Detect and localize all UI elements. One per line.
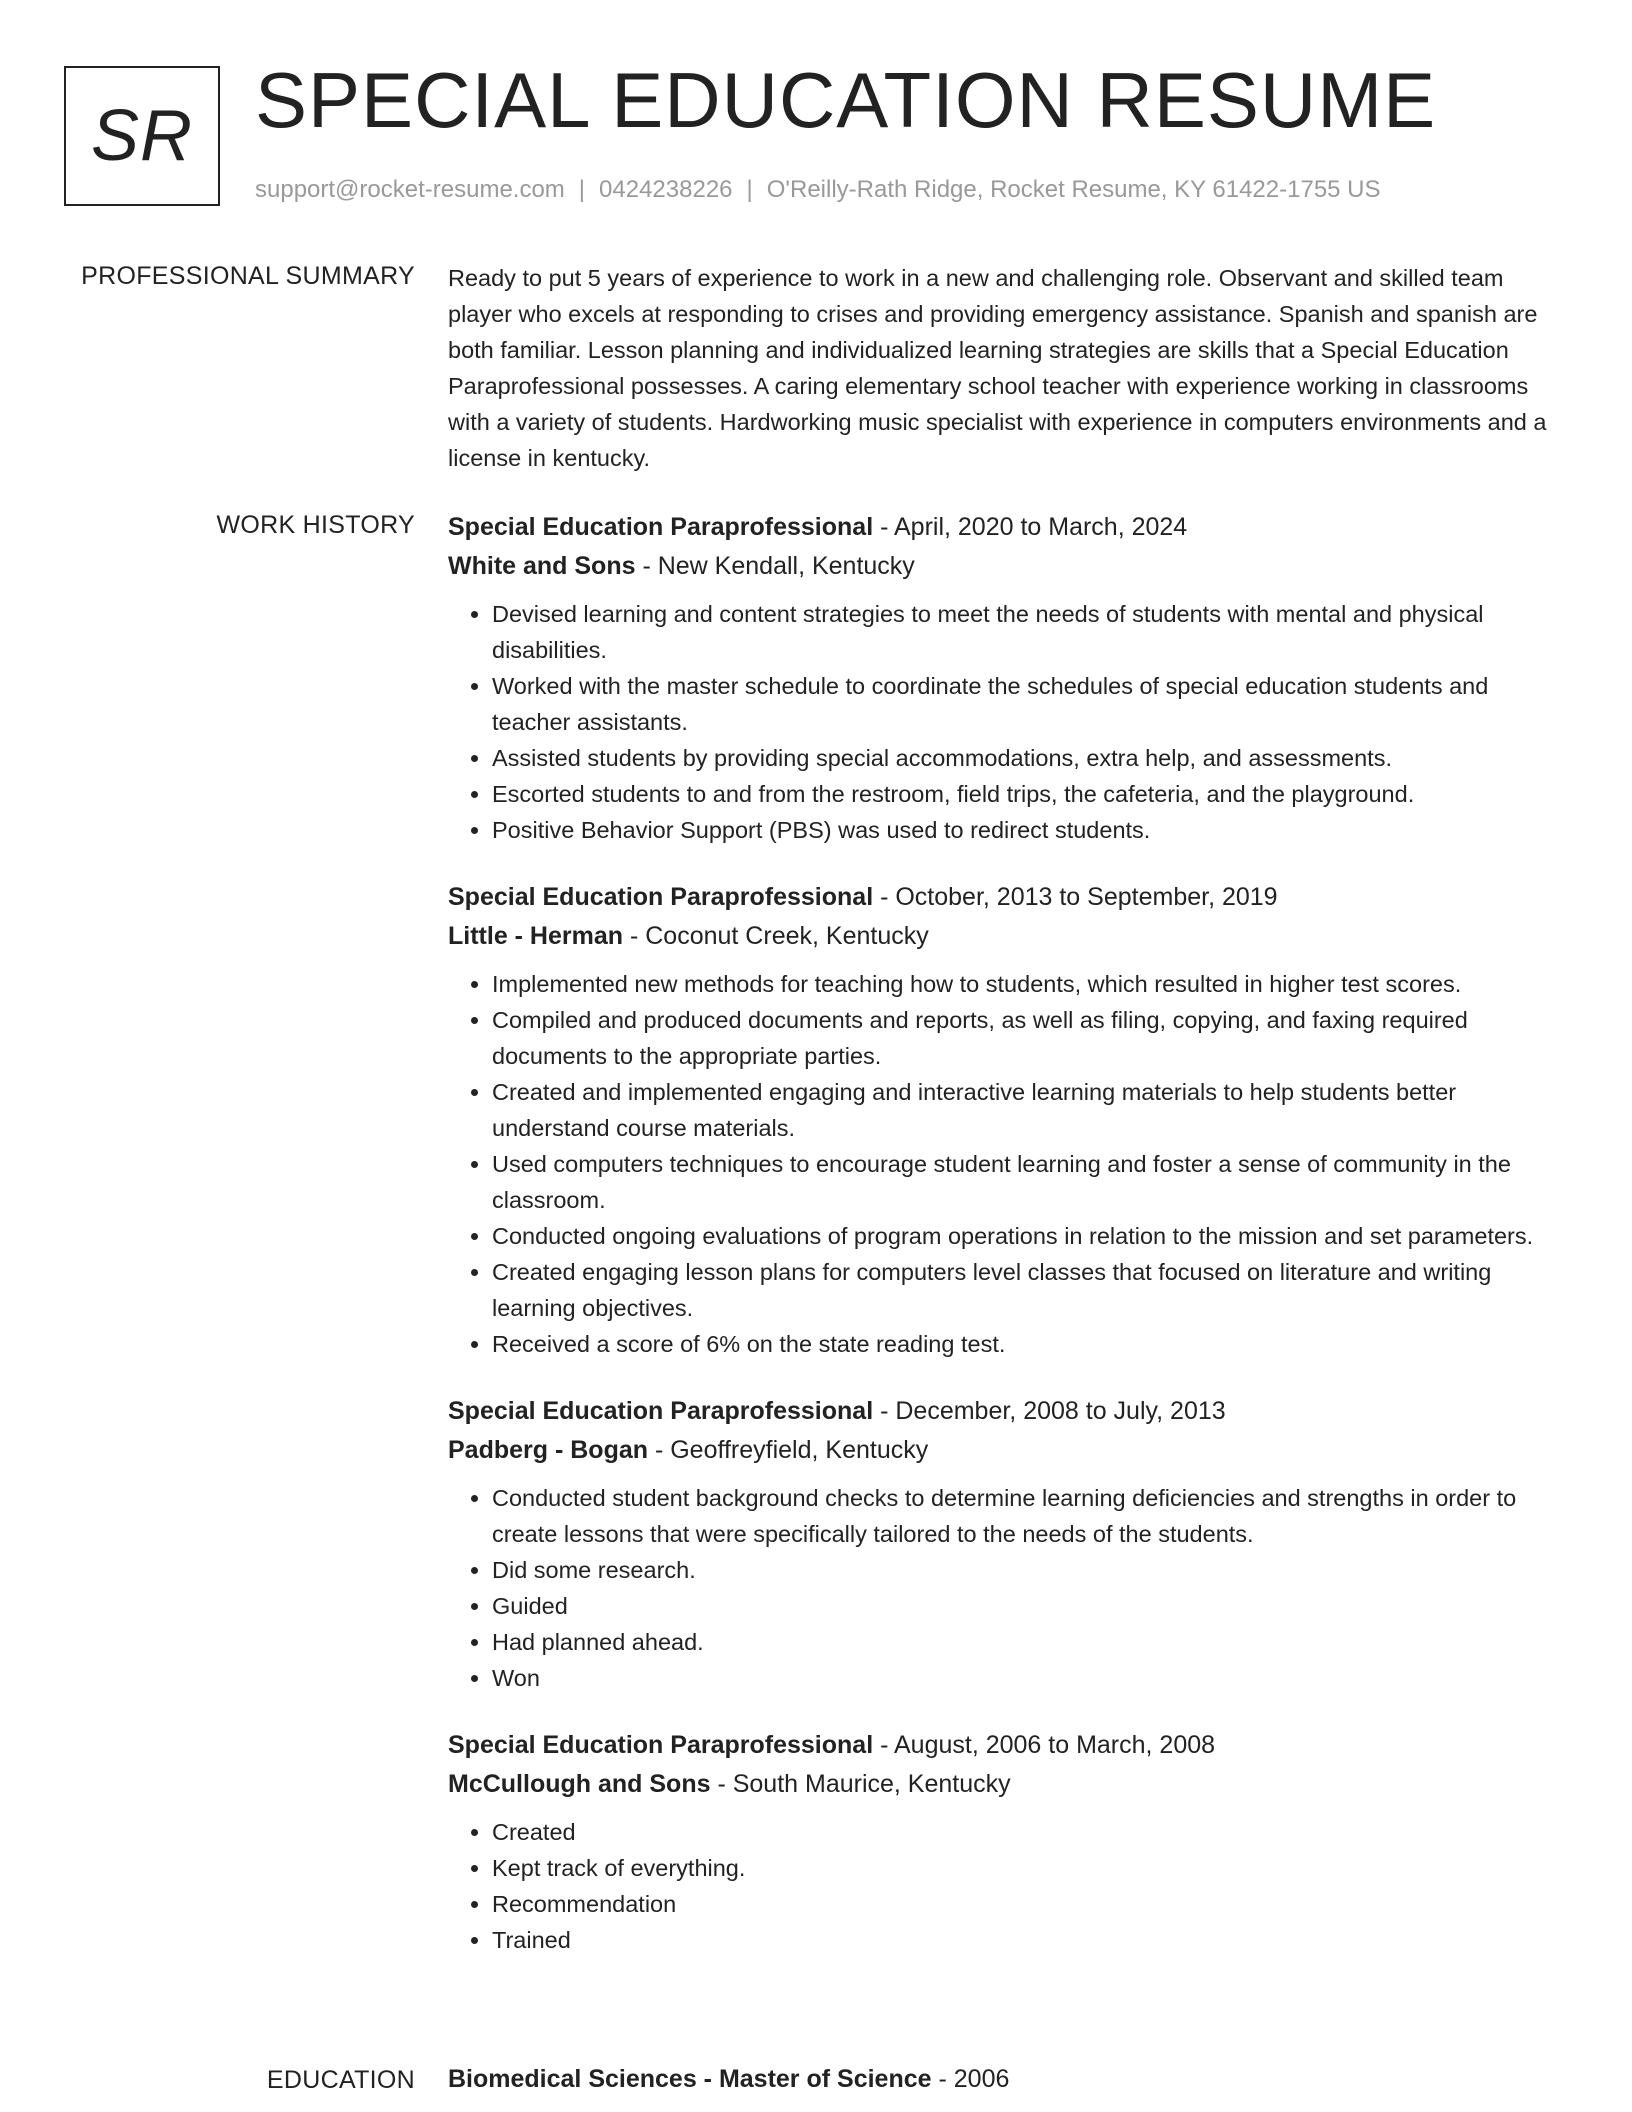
job-bullet: • Created [492, 1814, 1560, 1850]
job-bullet: • Kept track of everything. [492, 1850, 1560, 1886]
resume-title: SPECIAL EDUCATION RESUME [255, 56, 1437, 144]
job-entry [448, 1392, 1560, 1696]
contact-email: support@rocket-resume.com [255, 176, 565, 203]
job-dash: - [710, 1770, 733, 1798]
job-bullet: • Escorted students to and from the restroom, field trips, the cafeteria, and the playground. [492, 776, 1560, 812]
job-bullet: • Worked with the master schedule to coordinate the schedules of special education students and teacher assistants. [492, 668, 1560, 740]
job-bullet: • Implemented new methods for teaching how to students, which resulted in higher test scores. [492, 966, 1560, 1002]
education-year: 2006 [953, 2065, 1010, 2093]
contact-separator: | [578, 176, 586, 203]
job-bullet: • Created and implemented engaging and interactive learning materials to help students better understand course materials. [492, 1074, 1560, 1146]
job-title: Special Education Paraprofessional [448, 1731, 874, 1759]
job-title-line [448, 1726, 1560, 1765]
education-heading: EDUCATION [266, 2066, 415, 2094]
job-company-line [448, 1765, 1560, 1804]
job-company: Little - Herman [448, 922, 624, 950]
job-title-line [448, 508, 1560, 547]
job-company-line [448, 1431, 1560, 1470]
job-entry [448, 878, 1560, 1362]
job-dash: - [873, 883, 896, 911]
education-entry [448, 2060, 1560, 2099]
work-history-list [448, 508, 1560, 1988]
job-title: Special Education Paraprofessional [448, 513, 874, 541]
contact-separator: | [746, 176, 753, 203]
job-dash: - [873, 513, 894, 541]
job-title-line [448, 878, 1560, 917]
job-dash: - [648, 1436, 671, 1464]
job-dates: December, 2008 to July, 2013 [895, 1397, 1226, 1425]
job-bullet: • Compiled and produced documents and reports, as well as filing, copying, and faxing required documents to the appropriate parties. [492, 1002, 1560, 1074]
job-location: Coconut Creek, Kentucky [645, 922, 929, 950]
job-company-line [448, 547, 1560, 586]
job-title: Special Education Paraprofessional [448, 883, 874, 911]
contact-phone: 0424238226 [599, 176, 733, 203]
job-bullet: • Had planned ahead. [492, 1624, 1560, 1660]
job-bullet-list [448, 1480, 1560, 1696]
job-bullet: • Conducted student background checks to determine learning deficiencies and strengths in order to create lessons that were specifically tailored to the needs of the students. [492, 1480, 1560, 1552]
job-bullet: • Assisted students by providing special accommodations, extra help, and assessments. [492, 740, 1560, 776]
job-dates: August, 2006 to March, 2008 [893, 1731, 1216, 1759]
job-location: New Kendall, Kentucky [657, 552, 915, 580]
job-dash: - [873, 1731, 894, 1759]
job-dash: - [623, 922, 646, 950]
work-history-heading: WORK HISTORY [216, 511, 415, 539]
education-degree: Biomedical Sciences - Master of Science [448, 2065, 932, 2093]
job-bullet: • Conducted ongoing evaluations of program operations in relation to the mission and set parameters. [492, 1218, 1560, 1254]
contact-address: O'Reilly-Rath Ridge, Rocket Resume, KY 61422-1755 US [766, 176, 1381, 203]
contact-line [255, 176, 1381, 204]
job-bullet: • Won [492, 1660, 1560, 1696]
job-bullet: • Created engaging lesson plans for computers level classes that focused on literature and writing learning objectives. [492, 1254, 1560, 1326]
job-bullet: • Used computers techniques to encourage student learning and foster a sense of community in the classroom. [492, 1146, 1560, 1218]
job-entry [448, 1726, 1560, 1958]
job-bullet-list [448, 1814, 1560, 1958]
job-bullet: • Received a score of 6% on the state reading test. [492, 1326, 1560, 1362]
job-bullet: • Recommendation [492, 1886, 1560, 1922]
job-title: Special Education Paraprofessional [448, 1397, 874, 1425]
job-bullet-list [448, 966, 1560, 1362]
job-company: White and Sons [448, 552, 636, 580]
job-bullet-list [448, 596, 1560, 848]
education-dash: - [931, 2065, 954, 2093]
job-company: Padberg - Bogan [448, 1436, 649, 1464]
job-bullet: • Did some research. [492, 1552, 1560, 1588]
job-company: McCullough and Sons [448, 1770, 711, 1798]
job-bullet: • Devised learning and content strategies to meet the needs of students with mental and physical disabilities. [492, 596, 1560, 668]
job-company-line [448, 917, 1560, 956]
job-bullet: • Positive Behavior Support (PBS) was used to redirect students. [492, 812, 1560, 848]
job-location: South Maurice, Kentucky [732, 1770, 1011, 1798]
summary-text: Ready to put 5 years of experience to work in a new and challenging role. Observant and skilled team player who excels at responding to crises and providing emergency assistance. Spanish and spanish are both familiar. Lesson planning and individualized learning strategies are skills that a Special Education Paraprofessional possesses. A caring elementary school teacher with experience working in classrooms with a variety of students. Hardworking music specialist with experience in computers environments and a license in kentucky. [448, 265, 1547, 471]
job-bullet: • Trained [492, 1922, 1560, 1958]
job-entry [448, 508, 1560, 848]
job-dates: April, 2020 to March, 2024 [893, 513, 1188, 541]
job-location: Geoffreyfield, Kentucky [670, 1436, 929, 1464]
monogram-logo: SR [64, 66, 220, 206]
job-dash: - [873, 1397, 896, 1425]
job-dates: October, 2013 to September, 2019 [895, 883, 1278, 911]
job-dash: - [635, 552, 658, 580]
job-title-line [448, 1392, 1560, 1431]
job-bullet: • Guided [492, 1588, 1560, 1624]
summary-heading: PROFESSIONAL SUMMARY [81, 262, 415, 290]
